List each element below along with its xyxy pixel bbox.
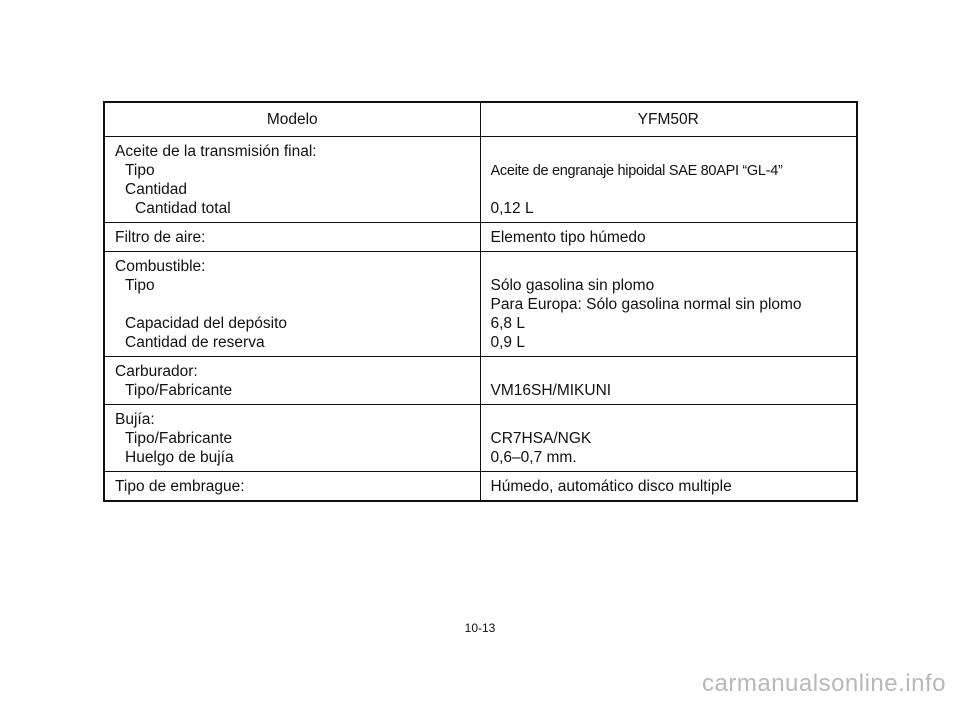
spec-label	[115, 295, 480, 314]
spec-label-cell	[104, 405, 480, 472]
spec-label: Cantidad de reserva	[125, 334, 265, 351]
spec-value: Húmedo, automático disco multiple	[490, 478, 732, 495]
spec-label-cell	[104, 357, 480, 405]
model-value: YFM50R	[480, 102, 857, 137]
section-heading: Aceite de la transmisión final:	[115, 143, 317, 160]
page-number: 10-13	[464, 621, 496, 635]
spec-value-cell	[480, 137, 857, 223]
spec-value: Sólo gasolina sin plomo	[490, 277, 655, 294]
spec-value: 0,12 L	[490, 200, 534, 217]
spec-value: 0,6–0,7 mm.	[490, 449, 577, 466]
spec-value: CR7HSA/NGK	[490, 430, 592, 447]
spec-value: 6,8 L	[490, 315, 525, 332]
table-row-clutch	[104, 472, 857, 502]
spec-label-cell	[104, 472, 480, 502]
watermark: carmanualsonline.info	[702, 670, 946, 697]
table-row-carburetor	[104, 357, 857, 405]
table-header-row	[104, 102, 857, 137]
spec-label: Cantidad	[125, 181, 188, 198]
spec-value: Elemento tipo húmedo	[490, 229, 646, 246]
spec-label-cell	[104, 252, 480, 357]
spec-label: Tipo	[125, 277, 155, 294]
spec-value-cell	[480, 472, 857, 502]
spec-label-cell	[104, 137, 480, 223]
section-heading: Filtro de aire:	[115, 229, 206, 246]
table-row-air-filter	[104, 223, 857, 252]
spec-value	[491, 257, 857, 276]
table-row-fuel	[104, 252, 857, 357]
specifications-table	[103, 101, 858, 502]
spec-label: Capacidad del depósito	[125, 315, 288, 332]
spec-value	[491, 410, 857, 429]
table-row-spark-plug	[104, 405, 857, 472]
spec-value: VM16SH/MIKUNI	[490, 382, 612, 399]
spec-label: Cantidad total	[135, 200, 231, 217]
section-heading: Combustible:	[115, 258, 206, 275]
spec-value: 0,9 L	[490, 334, 525, 351]
spec-value-cell	[480, 405, 857, 472]
spec-value	[491, 142, 857, 161]
model-label: Modelo	[104, 102, 480, 137]
spec-label: Tipo	[125, 162, 155, 179]
section-heading: Carburador:	[115, 363, 198, 380]
spec-value: Aceite de engranaje hipoidal SAE 80API “GL-4”	[490, 163, 783, 179]
spec-value: Para Europa: Sólo gasolina normal sin plomo	[490, 296, 802, 313]
spec-value-cell	[480, 223, 857, 252]
section-heading: Bujía:	[115, 411, 155, 428]
spec-value-cell	[480, 357, 857, 405]
spec-value-cell	[480, 252, 857, 357]
spec-label-cell	[104, 223, 480, 252]
table-row-final-transmission-oil	[104, 137, 857, 223]
spec-label: Huelgo de bujía	[125, 449, 234, 466]
spec-label: Tipo/Fabricante	[125, 382, 233, 399]
spec-value	[491, 180, 857, 199]
spec-label: Tipo/Fabricante	[125, 430, 233, 447]
section-heading: Tipo de embrague:	[115, 478, 245, 495]
spec-value	[491, 362, 857, 381]
